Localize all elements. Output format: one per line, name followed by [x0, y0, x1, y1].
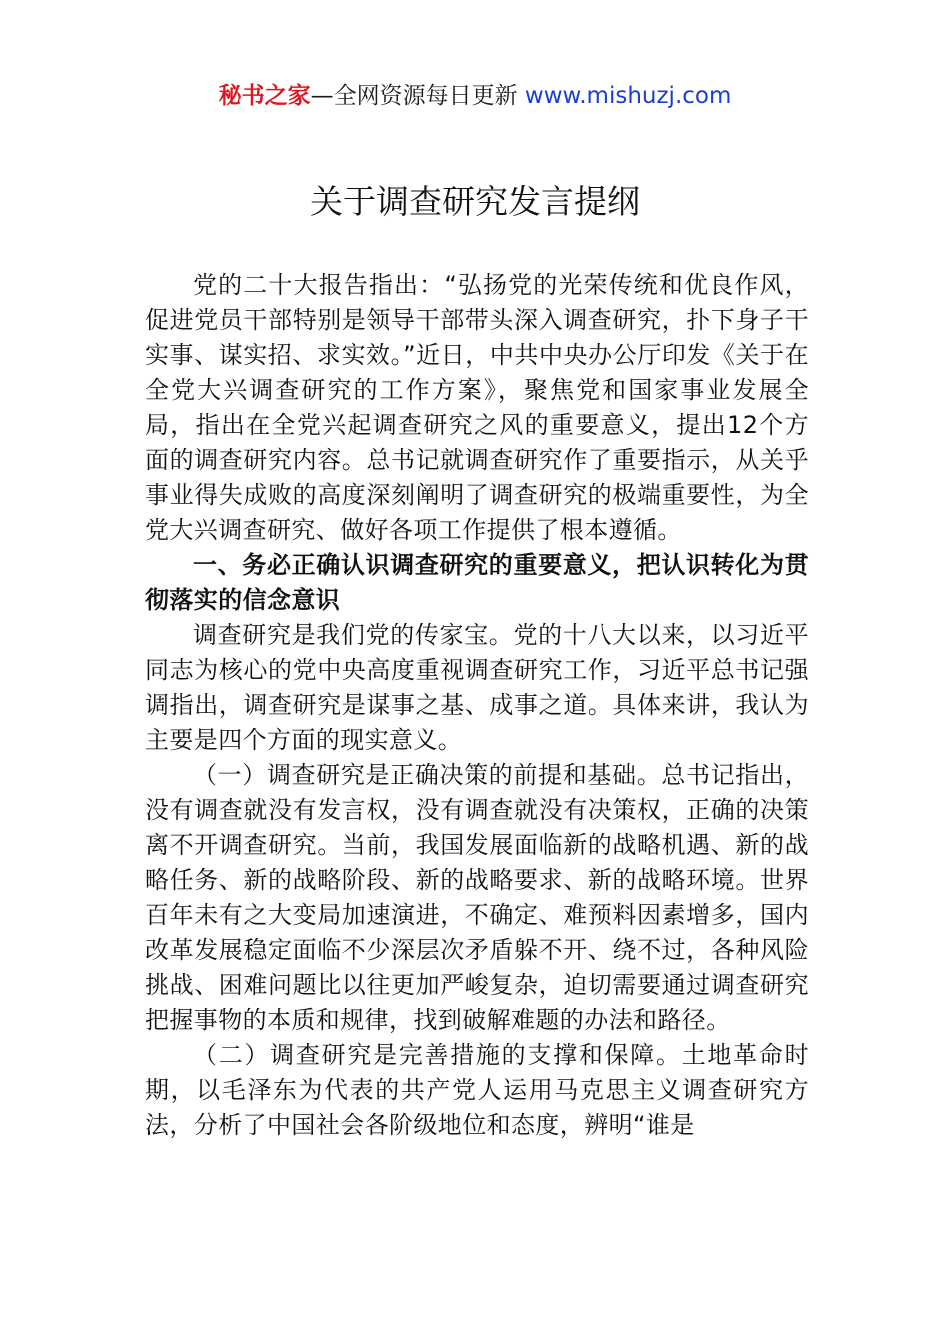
document-body: [145, 268, 809, 1143]
site-brand: 秘书之家: [218, 83, 311, 109]
section-1-paragraph: 调查研究是我们党的传家宝。党的十八大以来，以习近平同志为核心的党中央高度重视调查研究工作，习近平总书记强调指出，调查研究是谋事之基、成事之道。具体来讲，我认为主要是四个方面的现实意义。: [145, 621, 809, 754]
section-heading-1: 一、务必正确认识调查研究的重要意义，把认识转化为贯彻落实的信念意识: [145, 551, 809, 614]
intro-paragraph: 党的二十大报告指出：“弘扬党的光荣传统和优良作风，促进党员干部特别是领导干部带头深入调查研究，扑下身子干实事、谋实招、求实效。”近日，中共中央办公厅印发《关于在全党大兴调查研究的工作方案》，聚焦党和国家事业发展全局，指出在全党兴起调查研究之风的重要意义，提出12个方面的调查研究内容。总书记就调查研究作了重要指示，从关乎事业得失成败的高度深刻阐明了调查研究的极端重要性，为全党大兴调查研究、做好各项工作提供了根本遵循。: [145, 271, 809, 544]
point-1-paragraph: （一）调查研究是正确决策的前提和基础。总书记指出，没有调查就没有发言权，没有调查就没有决策权，正确的决策离不开调查研究。当前，我国发展面临新的战略机遇、新的战略任务、新的战略阶段、新的战略要求、新的战略环境。世界百年未有之大变局加速演进，不确定、难预料因素增多，国内改革发展稳定面临不少深层次矛盾躲不开、绕不过，各种风险挑战、困难问题比以往更加严峻复杂，迫切需要通过调查研究把握事物的本质和规律，找到破解难题的办法和路径。: [145, 761, 809, 1034]
site-url-link[interactable]: www.mishuzj.com: [524, 83, 732, 109]
site-header: [0, 80, 950, 112]
site-tagline: —全网资源每日更新: [310, 83, 525, 109]
point-2-paragraph: （二）调查研究是完善措施的支撑和保障。土地革命时期，以毛泽东为代表的共产党人运用马克思主义调查研究方法，分析了中国社会各阶级地位和态度，辨明“谁是: [145, 1041, 809, 1139]
document-title: 关于调查研究发言提纲: [310, 182, 640, 221]
